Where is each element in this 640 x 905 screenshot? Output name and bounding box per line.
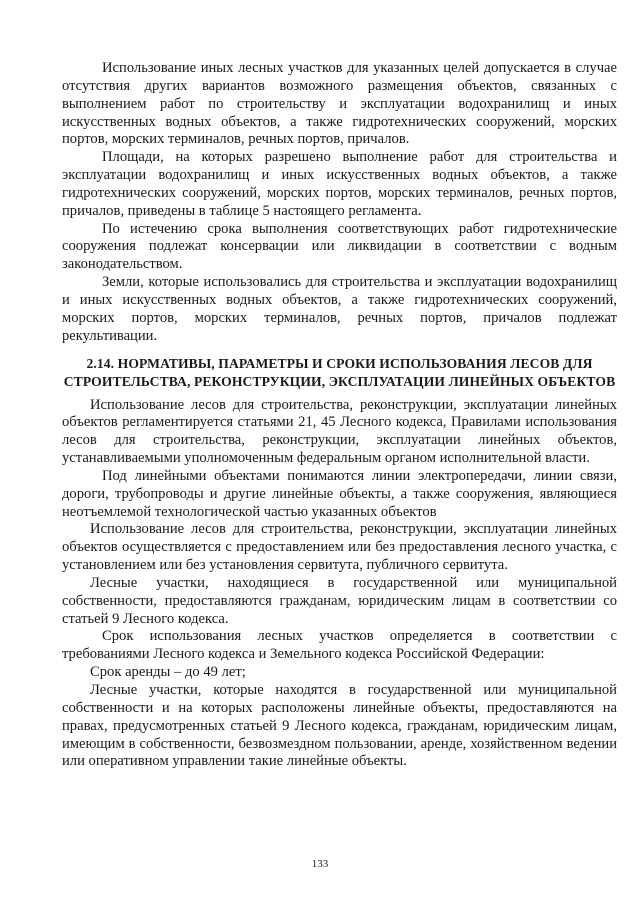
section-heading	[62, 355, 617, 391]
paragraph: Использование иных лесных участков для указанных целей допускается в случае отсутствия других вариантов возможного размещения объектов, связанных с выполнением работ по строительству и эксплуатации водохранилищ и иных искусственных водных объектов, а также гидротехнических сооружений, морских портов, морских терминалов, речных портов, причалов.	[62, 60, 617, 148]
page-number: 133	[311, 858, 329, 870]
paragraph: Земли, которые использовались для строительства и эксплуатации водохранилищ и иных искусственных водных объектов, а также гидротехнических сооружений, морских портов, морских терминалов, речных портов, причалов подлежат рекультивации.	[62, 274, 617, 344]
paragraph: Использование лесов для строительства, реконструкции, эксплуатации линейных объектов осуществляется с предоставлением или без предоставления лесного участка, с установлением или без установления сервитута, публичного сервитута.	[62, 521, 617, 574]
paragraph: Лесные участки, которые находятся в государственной или муниципальной собственности и на которых расположены линейные объекты, предоставляются на правах, предусмотренных статьей 9 Лесного кодекса, гражданам, юридическим лицам, имеющим в собственности, безвозмездном пользовании, аренде, хозяйственном ведении или оперативном управлении такие линейные объекты.	[62, 682, 617, 770]
section-heading-line: СТРОИТЕЛЬСТВА, РЕКОНСТРУКЦИИ, ЭКСПЛУАТАЦИИ ЛИНЕЙНЫХ ОБЪЕКТОВ	[63, 373, 616, 389]
paragraph: Срок использования лесных участков определяется в соответствии с требованиями Лесного кодекса и Земельного кодекса Российской Федерации:	[62, 628, 617, 663]
section-heading-line: 2.14. НОРМАТИВЫ, ПАРАМЕТРЫ И СРОКИ ИСПОЛЬЗОВАНИЯ ЛЕСОВ ДЛЯ	[86, 355, 593, 371]
paragraph: Лесные участки, находящиеся в государственной или муниципальной собственности, предоставляются гражданам, юридическим лицам в соответствии со статьей 9 Лесного кодекса.	[62, 574, 617, 627]
paragraph: Использование лесов для строительства, реконструкции, эксплуатации линейных объектов регламентируется статьями 21, 45 Лесного кодекса, Правилами использования лесов для строительства, реконструкции, эксплуатации линейных объектов, устанавливаемыми уполномоченным федеральным органом исполнительной власти.	[62, 396, 617, 467]
document-body	[62, 60, 617, 771]
paragraph: Под линейными объектами понимаются линии электропередачи, линии связи, дороги, трубопроводы и другие линейные объекты, а также сооружения, являющиеся неотъемлемой технологической частью указанных объектов	[62, 467, 617, 520]
paragraph: Площади, на которых разрешено выполнение работ для строительства и эксплуатации водохранилищ и иных искусственных водных объектов, а также гидротехнических сооружений, морских портов, морских терминалов, речных портов, причалов, приведены в таблице 5 настоящего регламента.	[62, 149, 617, 219]
paragraph: По истечению срока выполнения соответствующих работ гидротехнические сооружения подлежат консервации или ликвидации в соответствии с водным законодательством.	[62, 220, 617, 273]
paragraph: Срок аренды – до 49 лет;	[90, 664, 246, 681]
